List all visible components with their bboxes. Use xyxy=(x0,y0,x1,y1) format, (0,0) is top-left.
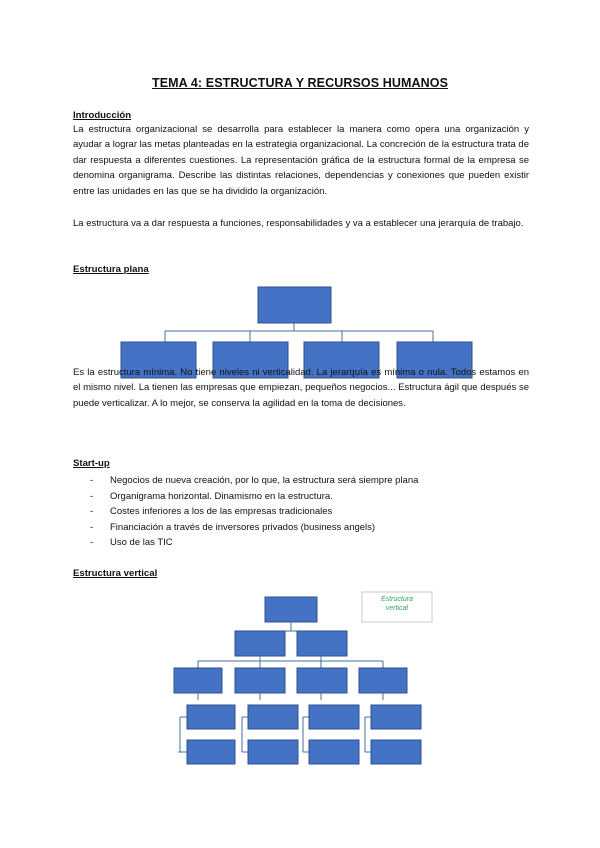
vertical-chart-box xyxy=(248,705,298,729)
vertical-chart-box xyxy=(309,705,359,729)
plana-paragraph: Es la estructura mínima. No tiene niveles ni verticalidad. La jerarquía es mínima o nula. Todos estamos en el mismo nivel. La tienen las empresas que empiezan, pequeños negocios... Estructura ágil que después se puede verticalizar. A lo mejor, se conserva la agilidad en la toma de decisiones. xyxy=(73,367,529,409)
vertical-label-text-container xyxy=(363,595,431,621)
vertical-chart-box xyxy=(235,631,285,656)
vertical-chart-box xyxy=(174,668,222,693)
list-item: - Organigrama horizontal. Dinamismo en la estructura. xyxy=(73,489,529,505)
vertical-label-text: Estructura vertical xyxy=(381,596,413,612)
list-item: - Financiación a través de inversores privados (business angels) xyxy=(73,520,529,536)
list-item: - Uso de las TIC xyxy=(73,535,529,551)
plana-heading: Estructura plana xyxy=(73,264,149,275)
vertical-chart-box xyxy=(187,740,235,764)
page-title: TEMA 4: ESTRUCTURA Y RECURSOS HUMANOS xyxy=(151,76,449,90)
startup-list xyxy=(73,473,529,551)
vertical-chart-box xyxy=(248,740,298,764)
list-item: - Costes inferiores a los de las empresas tradicionales xyxy=(73,504,529,520)
vertical-chart-box xyxy=(371,740,421,764)
startup-heading: Start-up xyxy=(73,458,110,469)
vertical-chart-box xyxy=(309,740,359,764)
vertical-chart-box xyxy=(235,668,285,693)
vertical-chart-box xyxy=(297,668,347,693)
vertical-chart-connectors xyxy=(198,656,383,668)
vertical-chart-box xyxy=(187,705,235,729)
flat-chart-top-box xyxy=(258,287,331,323)
vertical-chart-connectors xyxy=(260,622,321,631)
intro-heading: Introducción xyxy=(73,110,132,121)
vertical-chart-box xyxy=(371,705,421,729)
vertical-heading: Estructura vertical xyxy=(73,568,158,579)
intro-paragraph-1: La estructura organizacional se desarrolla para establecer la manera como opera una organización y ayudar a lograr las metas planteadas en la estrategia organizacional. La concreción de la estructura trata de dar respuesta a diferentes cuestiones. La representación gráfica de la estructura formal de la empresa se denomina organigrama. Describe las distintas relaciones, dependencias y conexiones que pueden existir entre las unidades en las que se ha dividido la organización. xyxy=(73,124,529,197)
flat-chart-connectors xyxy=(165,323,433,342)
list-item: - Negocios de nueva creación, por lo que, la estructura será siempre plana xyxy=(73,473,529,489)
vertical-chart-box xyxy=(297,631,347,656)
vertical-chart-box xyxy=(359,668,407,693)
vertical-chart-top-box xyxy=(265,597,317,622)
intro-paragraph-2: La estructura va a dar respuesta a funciones, responsabilidades y va a establecer una jerarquía de trabajo. xyxy=(73,218,524,229)
